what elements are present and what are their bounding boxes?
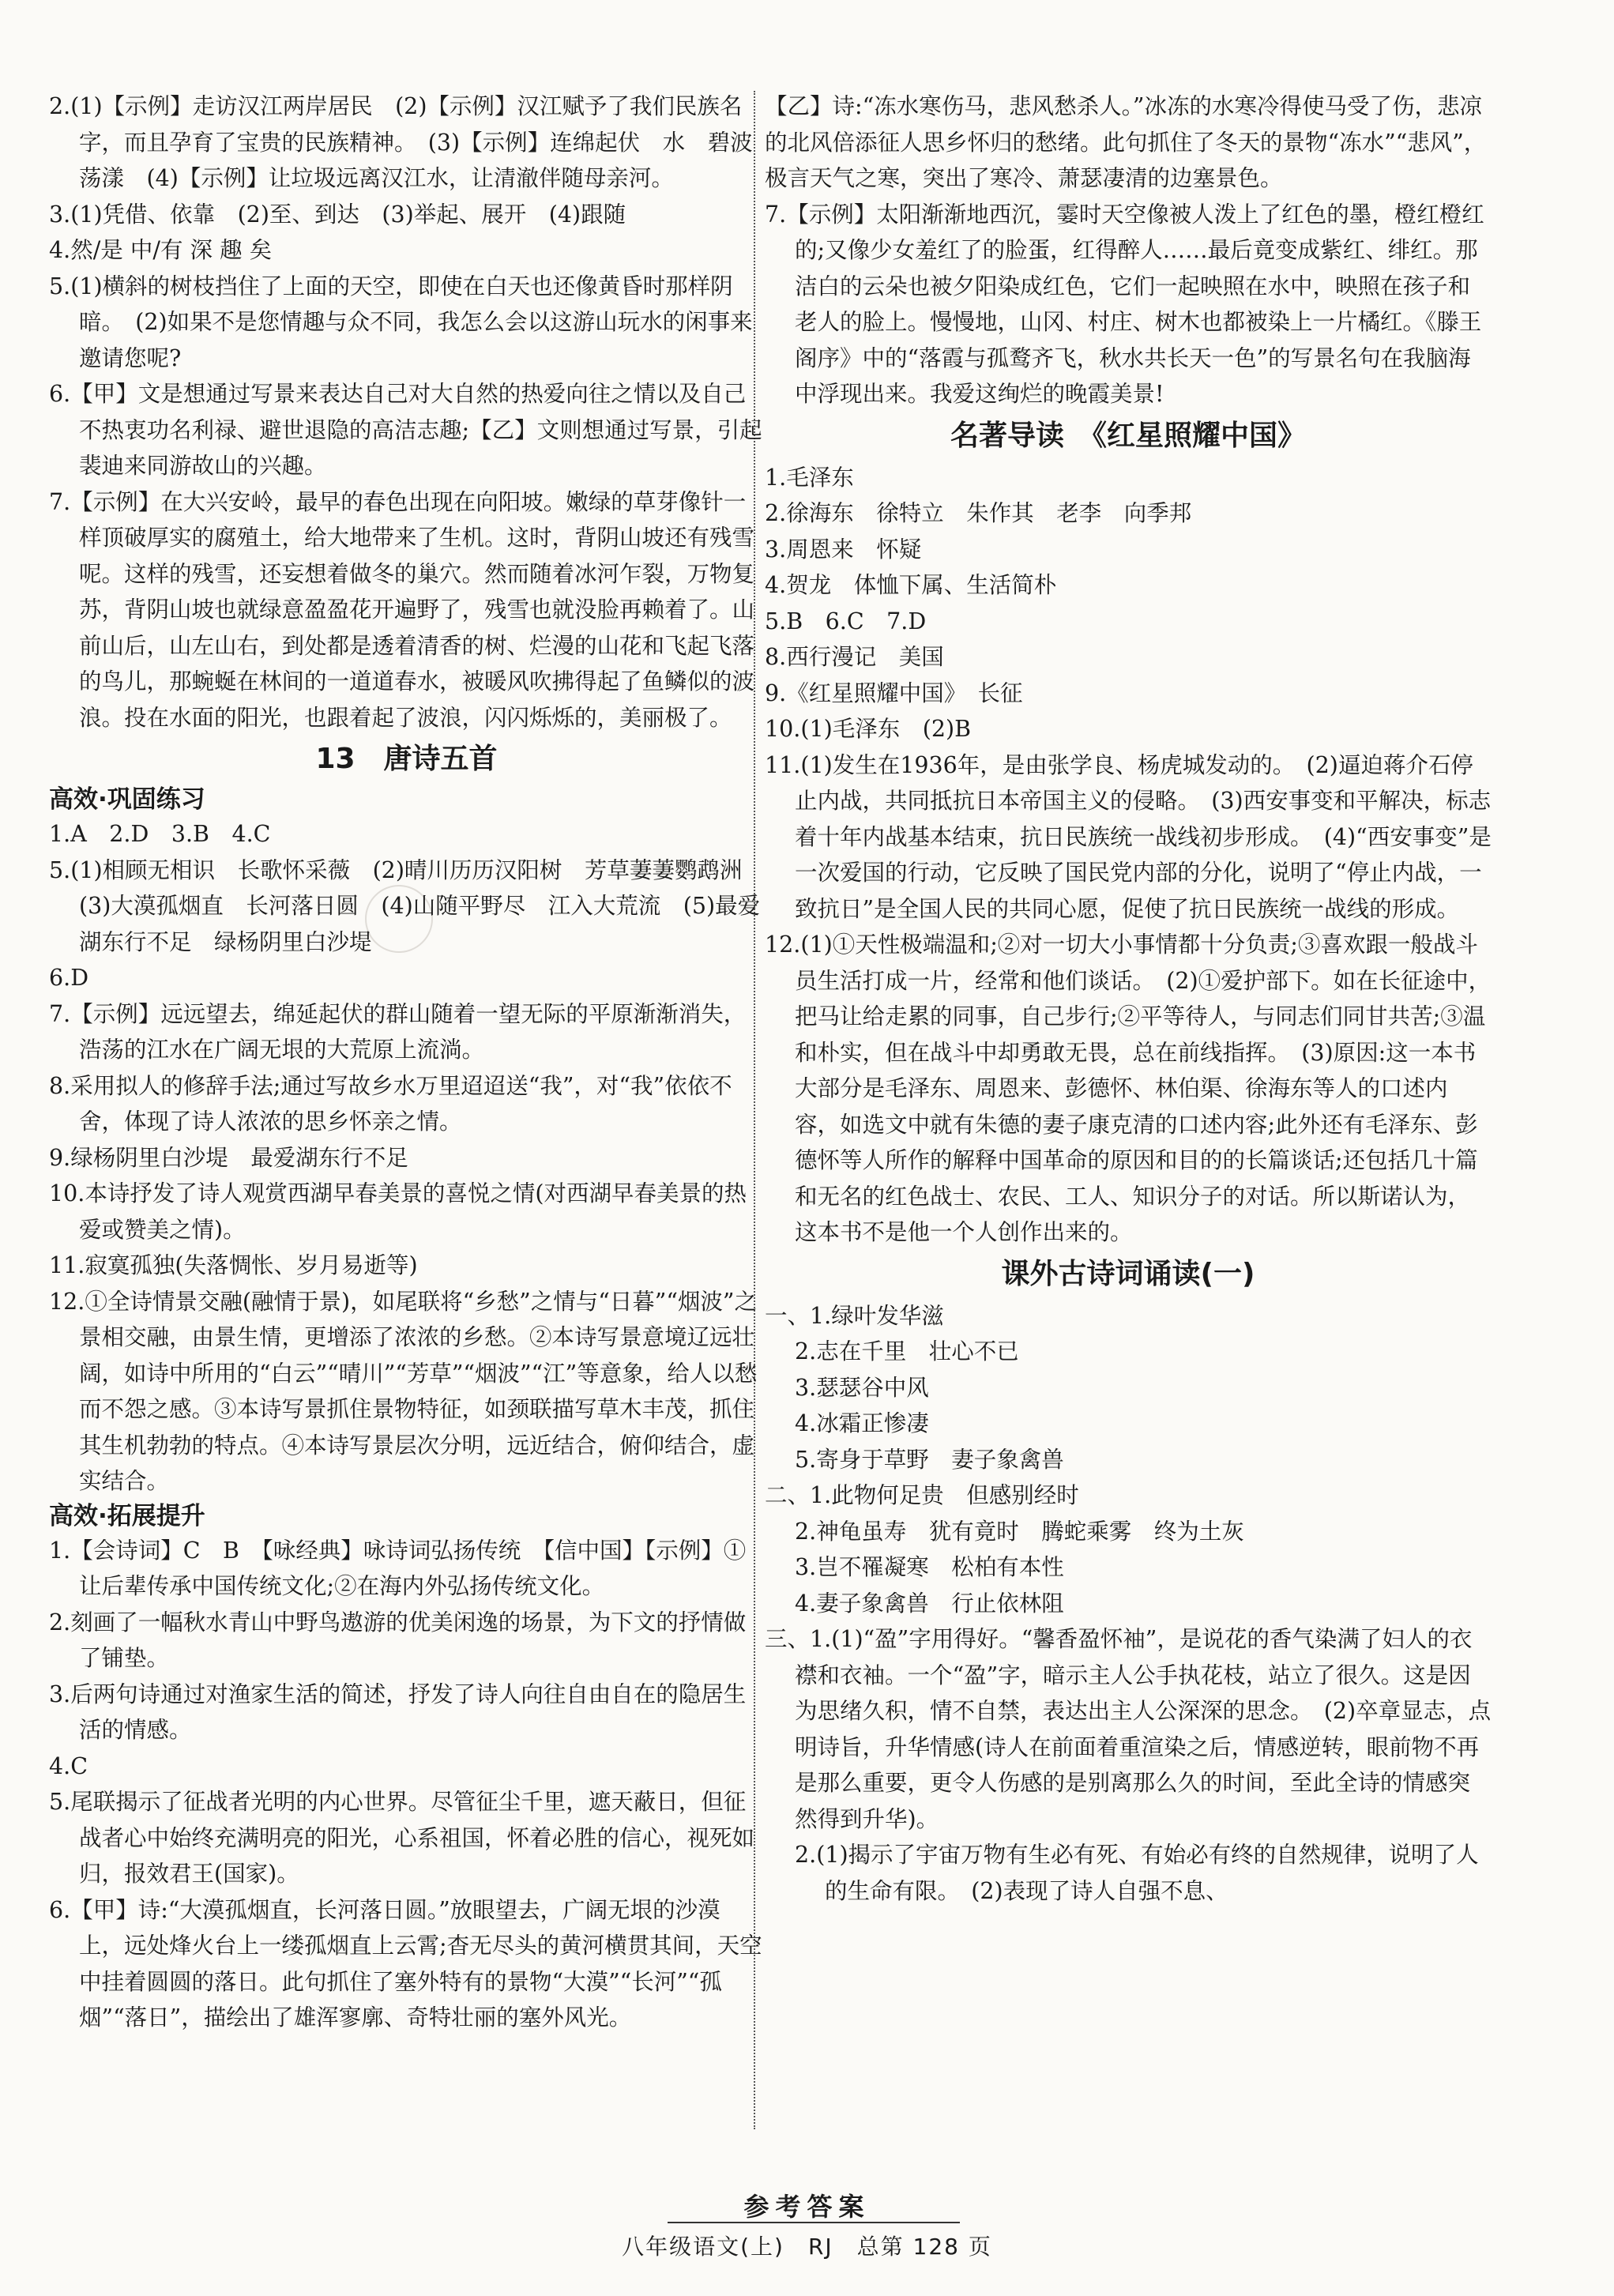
- answer-item: 10.本诗抒发了诗人观赏西湖早春美景的喜悦之情(对西湖早春美景的热爱或赞美之情)。: [49, 1180, 747, 1243]
- answer-item: 3.岂不罹凝寒 松柏有本性: [795, 1554, 1064, 1580]
- answer-item: 1.A 2.D 3.B 4.C: [49, 821, 271, 847]
- answer-item: 7.【示例】远远望去，绵延起伏的群山随着一望无际的平原渐渐消失，浩荡的江水在广阔无垠的大荒原上流淌。: [49, 1000, 747, 1063]
- answer-item: 4.贺龙 体恤下属、生活简朴: [765, 572, 1057, 598]
- answer-item: 5.尾联揭示了征战者光明的内心世界。尽管征尘千里，遮天蔽日，但征战者心中始终充满明亮的阳光，心系祖国，怀着必胜的信心，视死如归，报效君王(国家)。: [49, 1789, 755, 1887]
- answer-item: 5.B 6.C 7.D: [765, 608, 927, 634]
- answer-item: 【乙】诗:“冻水寒伤马，悲风愁杀人。”冰冻的水寒冷得使马受了伤，悲凉的北风倍添征人思乡怀归的愁绪。此句抓住了冬天的景物“冻水”“悲风”，极言天气之寒，突出了寒冷、萧瑟凄清的边塞景色。: [765, 93, 1487, 191]
- answer-item: 2.神龟虽寿 犹有竟时 腾蛇乘雾 终为土灰: [795, 1518, 1244, 1545]
- right-column: [765, 88, 1492, 1909]
- answer-item: 3.后两句诗通过对渔家生活的简述，抒发了诗人向往自由自在的隐居生活的情感。: [49, 1681, 747, 1743]
- left-column: [49, 88, 764, 2036]
- section-title: 13 唐诗五首: [315, 743, 498, 775]
- answer-item: 2.刻画了一幅秋水青山中野鸟遨游的优美闲逸的场景，为下文的抒情做了铺垫。: [49, 1609, 747, 1671]
- answer-item: 11.寂寞孤独(失落惆怅、岁月易逝等): [49, 1252, 418, 1278]
- answer-item: 二、1.此物何足贵 但感别经时: [765, 1482, 1079, 1508]
- answer-item: 6.D: [49, 965, 89, 991]
- answer-item: 4.妻子象禽兽 行止依林阻: [795, 1590, 1064, 1617]
- answer-item: 9.《红星照耀中国》 长征: [765, 679, 1023, 706]
- answer-item: 2.徐海东 徐特立 朱作其 老李 向季邦: [765, 500, 1192, 526]
- footer-rule: [668, 2222, 960, 2223]
- answer-item: 8.西行漫记 美国: [765, 644, 944, 670]
- answer-item: 5.寄身于草野 妻子象禽兽: [795, 1446, 1064, 1473]
- answer-item: 7.【示例】太阳渐渐地西沉，霎时天空像被人泼上了红色的墨，橙红橙红的;又像少女羞红了的脸蛋，红得醉人……最后竟变成紫红、绯红。那洁白的云朵也被夕阳染成红色，它们一起映照在水中，映照在孩子和老人的脸上。慢慢地，山冈、村庄、树木也都被染上一片橘红。《滕王阁序》中的“落霞与孤鹜齐飞，秋水共长天一色”的写景名句在我脑海中浮现出来。我爱这绚烂的晚霞美景!: [765, 201, 1484, 407]
- answer-item: 2.(1)揭示了宇宙万物有生必有死、有始必有终的自然规律，说明了人的生命有限。 (2)表现了诗人自强不息、: [795, 1842, 1479, 1904]
- answer-item: 12.①全诗情景交融(融情于景)，如尾联将“乡愁”之情与“日暮”“烟波”之景相交融，由景生情，更增添了浓浓的乡愁。②本诗写景意境辽远壮阔，如诗中所用的“白云”“晴川”“芳草”“烟波”“江”等意象，给人以愁而不怨之感。③本诗写景抓住景物特征，如颈联描写草木丰茂，抓住其生机勃勃的特点。④本诗写景层次分明，远近结合，俯仰结合，虚实结合。: [49, 1288, 758, 1494]
- answer-item: 5.(1)相顾无相识 长歌怀采薇 (2)晴川历历汉阳树 芳草萋萋鹦鹉洲 (3)大漠孤烟直 长河落日圆 (4)山随平野尽 江入大荒流 (5)最爱湖东行不足 绿杨阴里白沙堤: [49, 856, 765, 955]
- answer-item: 10.(1)毛泽东 (2)B: [765, 716, 972, 742]
- answer-item: 2.(1)【示例】走访汉江两岸居民 (2)【示例】汉江赋予了我们民族名字，而且孕育了宝贵的民族精神。 (3)【示例】连绵起伏 水 碧波荡漾 (4)【示例】让垃圾远离汉江水，让清澈伴随母亲河。: [49, 93, 753, 191]
- answer-item: 2.志在千里 壮心不已: [795, 1338, 1019, 1364]
- answer-item: 4.C: [49, 1752, 88, 1779]
- answer-item: 4.冰霜正惨凄: [795, 1410, 929, 1436]
- answer-item: 一、1.绿叶发华滋: [765, 1302, 944, 1329]
- answer-item: 8.采用拟人的修辞手法;通过写故乡水万里迢迢送“我”，对“我”依依不舍，体现了诗人浓浓的思乡怀亲之情。: [49, 1072, 732, 1135]
- answer-item: 11.(1)发生在1936年，是由张学良、杨虎城发动的。 (2)逼迫蒋介石停止内战，共同抵抗日本帝国主义的侵略。 (3)西安事变和平解决，标志着十年内战基本结束，抗日民族统一战线初步形成。 (4)“西安事变”是一次爱国的行动，它反映了国民党内部的分化，说明了“停止内战，一致抗日”是全国人民的共同心愿，促使了抗日民族统一战线的形成。: [765, 751, 1492, 922]
- answer-item: 3.周恩来 怀疑: [765, 536, 922, 563]
- answer-item: 1.毛泽东: [765, 464, 854, 491]
- answer-item: 1.【会诗词】C B 【咏经典】咏诗词弘扬传统 【信中国】【示例】①让后辈传承中国传统文化;②在海内外弘扬传统文化。: [49, 1537, 747, 1599]
- answer-item: 7.【示例】在大兴安岭，最早的春色出现在向阳坡。嫩绿的草芽像针一样顶破厚实的腐殖土，给大地带来了生机。这时，背阴山坡还有残雪呢。这样的残雪，还妄想着做冬的巢穴。然而随着冰河乍裂，万物复苏，背阴山坡也就绿意盈盈花开遍野了，残雪也就没脸再赖着了。山前山后，山左山右，到处都是透着清香的树、烂漫的山花和飞起飞落的鸟儿，那蜿蜒在林间的一道道春水，被暖风吹拂得起了鱼鳞似的波浪。投在水面的阳光，也跟着起了波浪，闪闪烁烁的，美丽极了。: [49, 488, 755, 731]
- footer-title: 参考答案: [743, 2192, 871, 2222]
- answer-item: 6.【甲】诗:“大漠孤烟直，长河落日圆。”放眼望去，广阔无垠的沙漠上，远处烽火台上一缕孤烟直上云霄;杳无尽头的黄河横贯其间，天空中挂着圆圆的落日。此句抓住了塞外特有的景物“大漠”“长河”“孤烟”“落日”，描绘出了雄浑寥廓、奇特壮丽的塞外风光。: [49, 1896, 762, 2031]
- answer-item: 3.瑟瑟谷中风: [795, 1374, 929, 1401]
- section-subheading: 高效·拓展提升: [49, 1501, 205, 1530]
- section-title: 名著导读 《红星照耀中国》: [950, 419, 1306, 452]
- footer-page-info: 八年级语文(上) RJ 总第 128 页: [622, 2234, 992, 2260]
- answer-item: 4.然/是 中/有 深 趣 矣: [49, 237, 273, 263]
- answer-item: 12.(1)①天性极端温和;②对一切大小事情都十分负责;③喜欢跟一般战斗员生活打成一片，经常和他们谈话。 (2)①爱护部下。如在长征途中，把马让给走累的同事，自己步行;②平等待人，与同志们同甘共苦;③温和朴实，但在战斗中却勇敢无畏，总在前线指挥。 (3)原因:这一本书大部分是毛泽东、周恩来、彭德怀、林伯渠、徐海东等人的口述内容，如选文中就有朱德的妻子康克清的口述内容;此外还有毛泽东、彭德怀等人所作的解释中国革命的原因和目的的长篇谈话;还包括几十篇和无名的红色战士、农民、工人、知识分子的对话。所以斯诺认为，这本书不是他一个人创作出来的。: [765, 932, 1492, 1245]
- answer-item: 9.绿杨阴里白沙堤 最爱湖东行不足: [49, 1144, 408, 1171]
- answer-item: 6.【甲】文是想通过写景来表达自己对大自然的热爱向往之情以及自己不热衷功名利禄、避世退隐的高洁志趣;【乙】文则想通过写景，引起裴迪来同游故山的兴趣。: [49, 381, 762, 479]
- section-title: 课外古诗词诵读(一): [1001, 1257, 1255, 1290]
- section-subheading: 高效·巩固练习: [49, 785, 205, 814]
- answer-item: 三、1.(1)“盈”字用得好。“馨香盈怀袖”，是说花的香气染满了妇人的衣襟和衣袖。一个“盈”字，暗示主人公手执花枝，站立了很久。这是因为思绪久积，情不自禁，表达出主人公深深的思念。 (2)卒章显志，点明诗旨，升华情感(诗人在前面着重渲染之后，情感逆转，眼前物不再是那么重要，更令人伤感的是别离那么久的时间，至此全诗的情感突然得到升华)。: [765, 1626, 1492, 1832]
- answer-item: 3.(1)凭借、依靠 (2)至、到达 (3)举起、展开 (4)跟随: [49, 201, 626, 228]
- answer-item: 5.(1)横斜的树枝挡住了上面的天空，即使在白天也还像黄昏时那样阴暗。 (2)如果不是您情趣与众不同，我怎么会以这游山玩水的闲事来邀请您呢?: [49, 273, 753, 371]
